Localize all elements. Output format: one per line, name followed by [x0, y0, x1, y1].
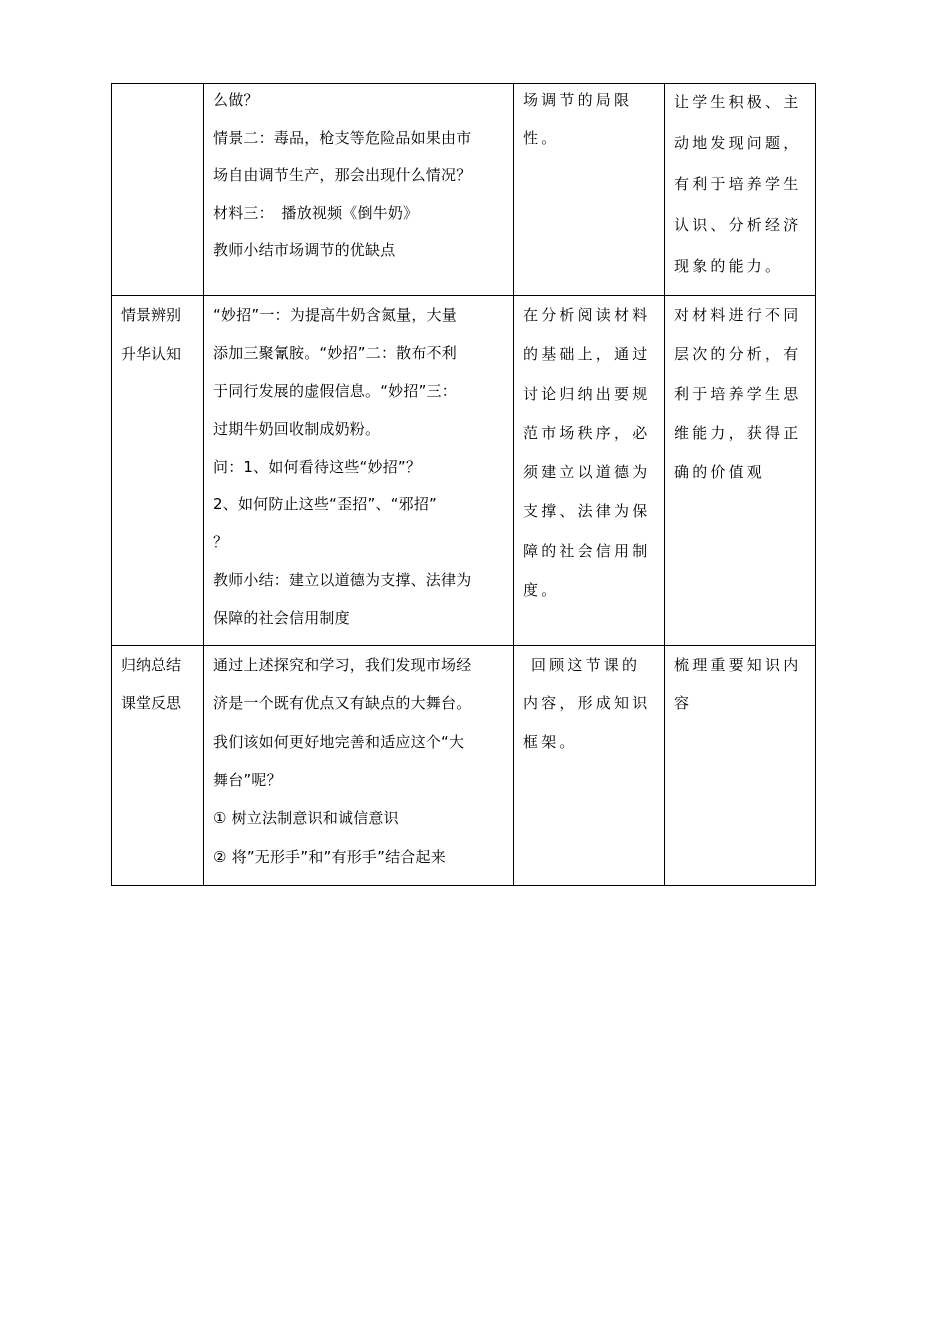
student-line: 讨论归纳出要规 [523, 384, 651, 403]
intent-cell [665, 296, 816, 646]
activity-line: 济是一个既有优点又有缺点的大舞台。 [213, 694, 472, 713]
intent-line: 现象的能力。 [674, 257, 784, 275]
activity-cell [204, 84, 514, 296]
table-row [112, 646, 816, 886]
activity-cell [204, 296, 514, 646]
activity-line: 场自由调节生产，那会出现什么情况？ [213, 166, 472, 184]
activity-line: 情景二：毒品，枪支等危险品如果由市 [213, 128, 472, 147]
activity-line: 教师小结市场调节的优缺点 [213, 241, 396, 259]
student-line: 回顾这节课的 [523, 656, 641, 675]
intent-line: 确的价值观 [674, 463, 766, 482]
intent-line: 利于培养学生思 [674, 384, 802, 403]
activity-line: 过期牛奶回收制成奶粉。 [213, 419, 381, 438]
activity-line: 通过上述探究和学习，我们发现市场经 [213, 656, 472, 675]
activity-line: 问：1、如何看待这些“妙招”？ [213, 457, 422, 476]
table-row [112, 84, 816, 296]
intent-line: 维能力，获得正 [674, 423, 802, 442]
intent-line: 容 [674, 694, 693, 713]
stage-line: 升华认知 [121, 345, 182, 364]
intent-line: 梳理重要知识内 [674, 656, 802, 675]
student-line: 范市场秩序，必 [523, 423, 651, 442]
stage-cell [112, 84, 204, 296]
lesson-plan-table [111, 83, 816, 886]
student-line: 度。 [523, 581, 560, 600]
stage-cell [112, 296, 204, 646]
intent-line: 有利于培养学生 [674, 175, 802, 193]
activity-line: 我们该如何更好地完善和适应这个“大 [213, 732, 465, 751]
activity-line: ？ [213, 533, 229, 552]
activity-line: 材料三： 播放视频《倒牛奶》 [213, 203, 419, 222]
intent-line: 让学生积极、主 [674, 93, 802, 111]
activity-line: 教师小结：建立以道德为支撑、法律为 [213, 571, 472, 590]
student-line: 障的社会信用制 [523, 541, 651, 560]
intent-line: 动地发现问题， [674, 134, 802, 152]
stage-line: 课堂反思 [121, 694, 182, 713]
activity-line: 保障的社会信用制度 [213, 609, 350, 628]
activity-line: 么做？ [213, 91, 259, 109]
student-line: 场调节的局限 [523, 91, 633, 109]
intent-line: 层次的分析，有 [674, 345, 802, 364]
student-line: 在分析阅读材料 [523, 306, 651, 324]
activity-line: ① 树立法制意识和诚信意识 [213, 809, 399, 828]
student-cell [514, 646, 665, 886]
student-line: 性。 [523, 128, 560, 147]
stage-line: 归纳总结 [121, 656, 182, 675]
intent-line: 对材料进行不同 [674, 306, 802, 324]
activity-line: 舞台”呢？ [213, 770, 282, 789]
activity-cell [204, 646, 514, 886]
intent-cell [665, 84, 816, 296]
student-line: 内容，形成知识 [523, 694, 651, 713]
student-line: 须建立以道德为 [523, 463, 651, 482]
intent-line: 认识、分析经济 [674, 216, 802, 234]
table-row [112, 296, 816, 646]
activity-line: 添加三聚氰胺。“妙招”二：散布不利 [213, 343, 457, 362]
student-line: 支撑、法律为保 [523, 502, 651, 521]
activity-line: ② 将”无形手”和”有形手”结合起来 [213, 847, 446, 866]
stage-line: 情景辨别 [121, 306, 182, 324]
student-cell [514, 84, 665, 296]
activity-line: 于同行发展的虚假信息。“妙招”三： [213, 381, 457, 400]
student-cell [514, 296, 665, 646]
student-line: 框架。 [523, 732, 578, 751]
intent-cell [665, 646, 816, 886]
student-line: 的基础上，通过 [523, 345, 651, 364]
activity-line: 2、如何防止这些“歪招”、“邪招” [213, 495, 438, 514]
stage-cell [112, 646, 204, 886]
activity-line: “妙招”一：为提高牛奶含氮量，大量 [213, 306, 457, 324]
